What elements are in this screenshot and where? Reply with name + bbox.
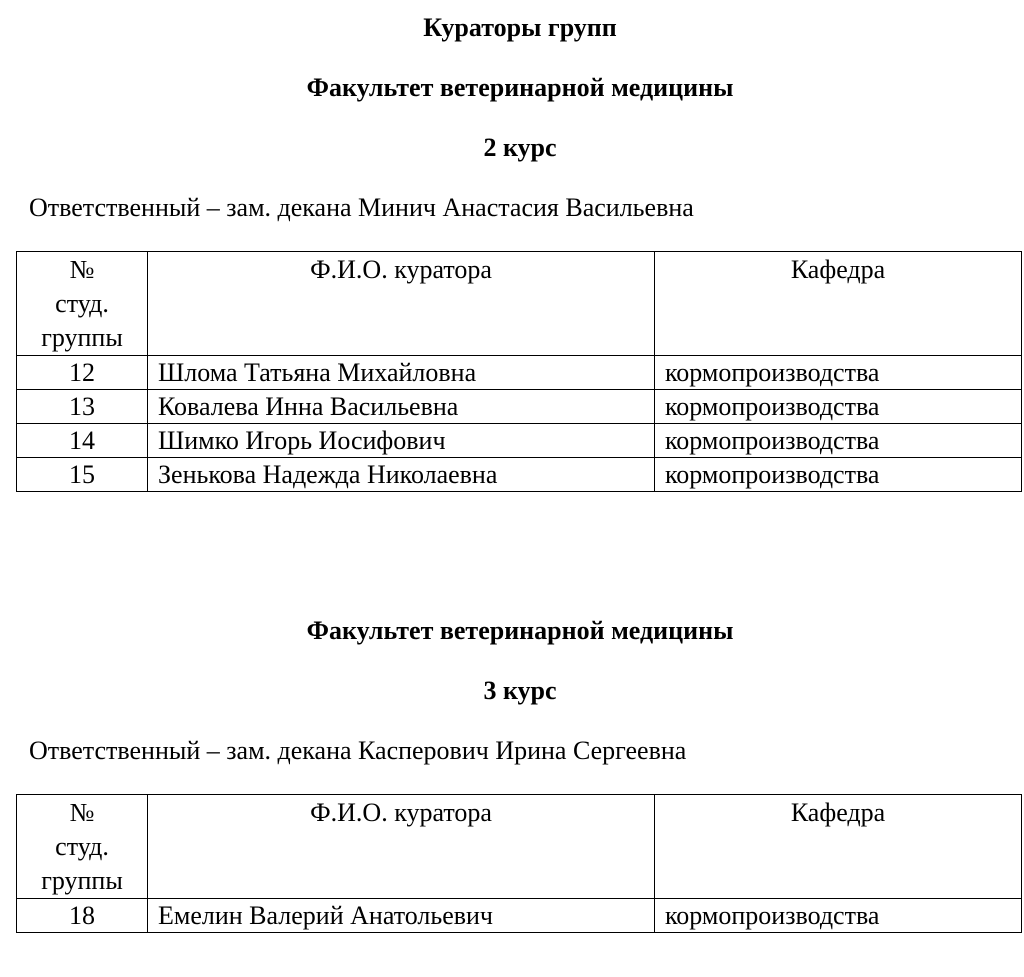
- table-header-row: [17, 795, 1022, 899]
- page-title: Кураторы групп: [423, 13, 617, 42]
- curator-name-cell: Зенькова Надежда Николаевна: [148, 458, 655, 492]
- faculty-heading: Факультет ветеринарной медицины: [306, 616, 734, 645]
- group-number-cell: 18: [17, 899, 148, 933]
- department-header: Кафедра: [655, 252, 1022, 356]
- table-row: [17, 899, 1022, 933]
- department-cell: кормопроизводства: [655, 899, 1022, 933]
- group-number-cell: 13: [17, 390, 148, 424]
- table-row: [17, 424, 1022, 458]
- curators-table: [16, 794, 1022, 933]
- table-row: [17, 390, 1022, 424]
- group-number-cell: 15: [17, 458, 148, 492]
- group-number-header-line3: группы: [41, 323, 123, 352]
- curator-name-header: Ф.И.О. куратора: [148, 252, 655, 356]
- table-row: [17, 458, 1022, 492]
- group-number-header-line1: №: [69, 798, 95, 827]
- group-number-header: [17, 795, 148, 899]
- curator-name-cell: Емелин Валерий Анатольевич: [148, 899, 655, 933]
- group-number-header-line1: №: [69, 255, 95, 284]
- department-cell: кормопроизводства: [655, 356, 1022, 390]
- department-cell: кормопроизводства: [655, 390, 1022, 424]
- faculty-heading: Факультет ветеринарной медицины: [306, 73, 734, 102]
- group-number-header-line2: студ.: [55, 832, 109, 861]
- responsible-line: Ответственный – зам. декана Касперович Ирина Сергеевна: [29, 736, 687, 765]
- department-header: Кафедра: [655, 795, 1022, 899]
- curator-name-cell: Ковалева Инна Васильевна: [148, 390, 655, 424]
- curator-name-header: Ф.И.О. куратора: [148, 795, 655, 899]
- course-heading: 3 курс: [483, 676, 557, 705]
- group-number-cell: 14: [17, 424, 148, 458]
- department-cell: кормопроизводства: [655, 424, 1022, 458]
- curator-name-cell: Шлома Татьяна Михайловна: [148, 356, 655, 390]
- course-heading: 2 курс: [483, 133, 557, 162]
- curators-table: [16, 251, 1022, 492]
- group-number-header-line3: группы: [41, 866, 123, 895]
- group-number-cell: 12: [17, 356, 148, 390]
- group-number-header-line2: студ.: [55, 289, 109, 318]
- responsible-line: Ответственный – зам. декана Минич Анастасия Васильевна: [29, 193, 694, 222]
- table-header-row: [17, 252, 1022, 356]
- curator-name-cell: Шимко Игорь Иосифович: [148, 424, 655, 458]
- group-number-header: [17, 252, 148, 356]
- department-cell: кормопроизводства: [655, 458, 1022, 492]
- table-row: [17, 356, 1022, 390]
